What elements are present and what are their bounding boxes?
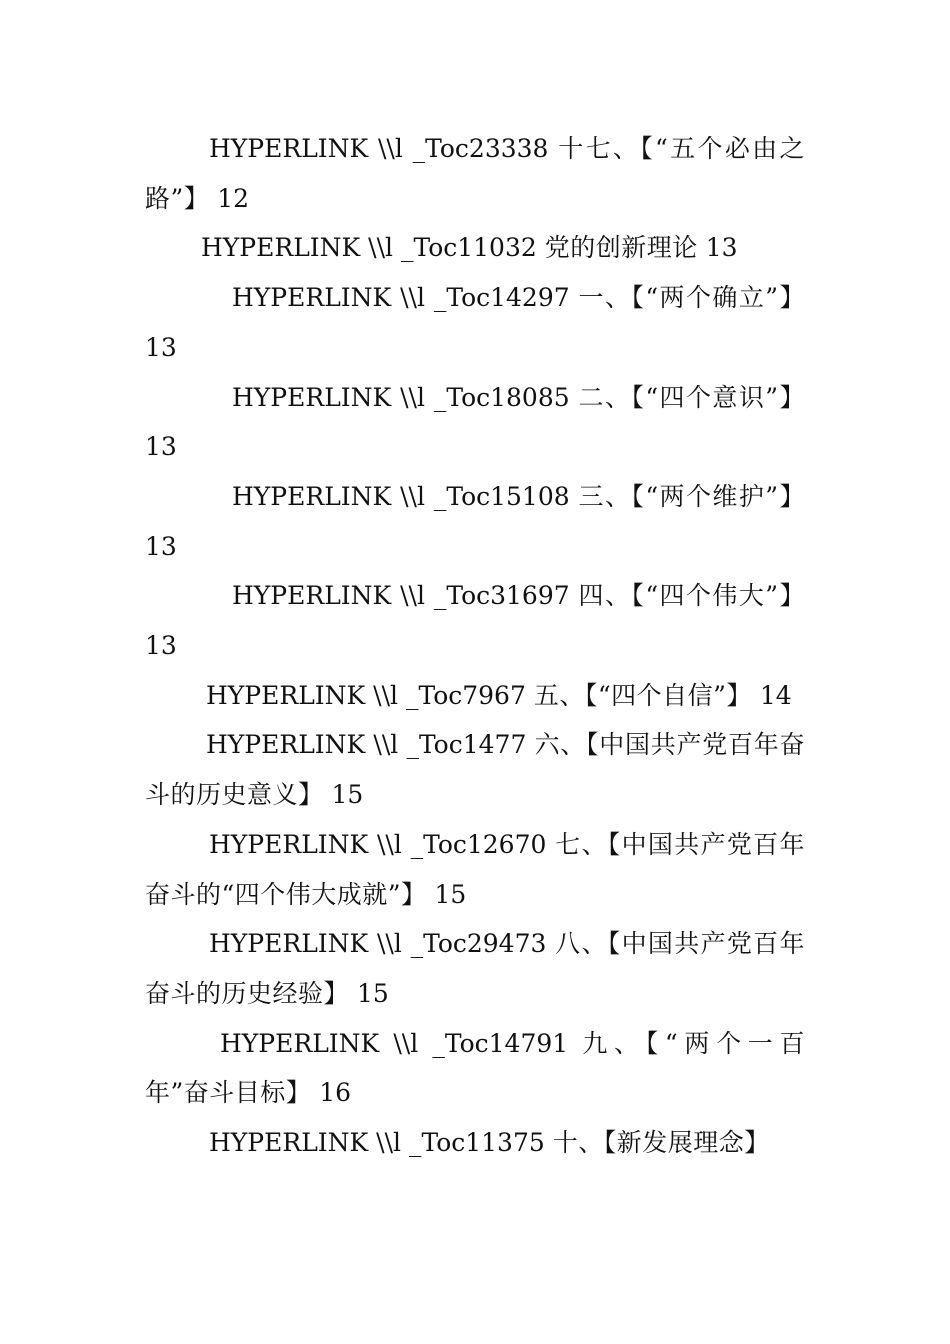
toc-entry-title: 十七、【“五个必由之路”】 — [145, 134, 805, 213]
hyperlink-field-code: HYPERLINK \\l _Toc18085 — [232, 382, 570, 412]
toc-entry-title: 七、【中国共产党百年奋斗的“四个伟大成就”】 — [145, 829, 805, 909]
toc-page-number: 13 — [145, 332, 177, 362]
toc-entry[interactable] — [145, 1019, 805, 1118]
hyperlink-field-code: HYPERLINK \\l _Toc23338 — [209, 134, 549, 163]
toc-entry[interactable] — [145, 671, 805, 721]
hyperlink-field-code: HYPERLINK \\l _Toc11375 — [209, 1128, 545, 1158]
hyperlink-field-code: HYPERLINK \\l _Toc14297 — [232, 283, 570, 313]
toc-page-number: 15 — [356, 978, 389, 1008]
toc-entry-title: 六、【中国共产党百年奋斗的历史意义】 — [145, 730, 805, 810]
hyperlink-field-code: HYPERLINK \\l _Toc15108 — [232, 481, 570, 511]
toc-page-number: 15 — [434, 879, 467, 909]
table-of-contents — [145, 124, 805, 1168]
toc-entry[interactable] — [145, 919, 805, 1018]
toc-entry[interactable] — [145, 124, 805, 223]
hyperlink-field-code: HYPERLINK \\l _Toc12670 — [209, 829, 547, 859]
toc-page-number: 15 — [331, 780, 364, 810]
hyperlink-field-code: HYPERLINK \\l _Toc14791 — [220, 1028, 569, 1058]
hyperlink-field-code: HYPERLINK \\l _Toc7967 — [206, 680, 526, 710]
hyperlink-field-code: HYPERLINK \\l _Toc31697 — [232, 581, 570, 611]
toc-entry[interactable] — [145, 273, 805, 372]
toc-entry-title: 二、【“四个意识”】 — [578, 382, 806, 412]
toc-page-number: 13 — [145, 631, 177, 661]
toc-page-number: 13 — [145, 432, 177, 462]
toc-entry-title: 九、【“两个一百年”奋斗目标】 — [145, 1028, 806, 1108]
toc-entry[interactable] — [145, 373, 805, 472]
toc-entry-title: 四、【“四个伟大”】 — [578, 581, 806, 611]
toc-entry[interactable] — [145, 571, 805, 670]
toc-entry-title: 十、【新发展理念】 — [552, 1128, 770, 1158]
toc-entry-title: 八、【中国共产党百年奋斗的历史经验】 — [145, 929, 805, 1008]
toc-page-number: 13 — [705, 233, 738, 263]
toc-entry[interactable] — [145, 820, 805, 919]
hyperlink-field-code: HYPERLINK \\l _Toc1477 — [206, 730, 527, 760]
hyperlink-field-code: HYPERLINK \\l _Toc29473 — [209, 929, 547, 959]
toc-page-number: 16 — [319, 1078, 352, 1108]
toc-entry-title: 五、【“四个自信”】 — [533, 680, 752, 710]
toc-entry-title: 党的创新理论 — [544, 233, 698, 263]
toc-page-number: 14 — [759, 680, 792, 710]
toc-entry[interactable] — [145, 223, 805, 273]
hyperlink-field-code: HYPERLINK \\l _Toc11032 — [201, 233, 537, 263]
toc-entry-title: 三、【“两个维护”】 — [578, 481, 806, 511]
toc-entry-title: 一、【“两个确立”】 — [578, 283, 806, 313]
toc-entry[interactable] — [145, 720, 805, 819]
toc-page-number: 13 — [145, 531, 177, 561]
toc-page-number: 12 — [217, 183, 250, 213]
toc-entry[interactable] — [145, 1118, 805, 1168]
toc-entry[interactable] — [145, 472, 805, 571]
